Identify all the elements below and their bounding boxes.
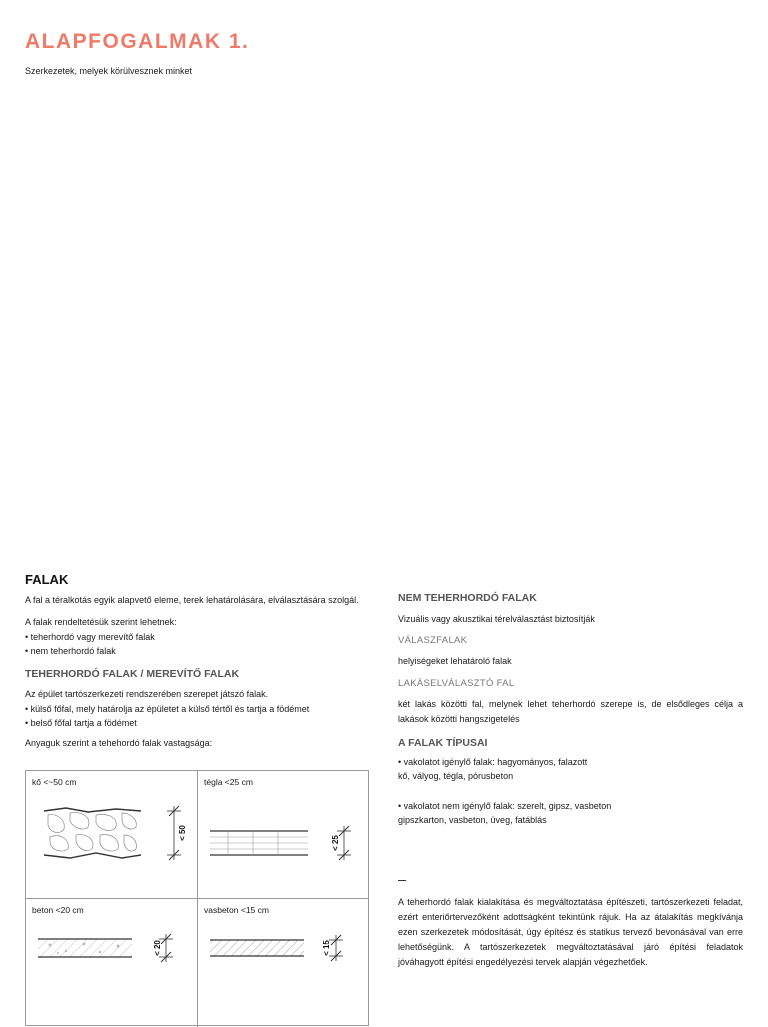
- concrete-wall-section-drawing: [26, 921, 198, 1027]
- section-heading-load-bearing: TEHERHORDÓ FALAK / MEREVÍTŐ FALAK: [25, 668, 240, 680]
- unplastered-materials: gipszkarton, vasbeton, üveg, fatáblás: [398, 815, 547, 825]
- non-load-bearing-text: Vizuális vagy akusztikai térelválasztást biztosítják: [398, 614, 595, 624]
- load-bearing-text: Az épület tartószerkezeti rendszerében szerepet játszó falak.: [25, 689, 269, 699]
- structural-note: A teherhordó falak kialakítása és megváltoztatása építészeti, tartószerkezeti feladat, ezért enteriőrtervezőként adottságként tekintünk rájuk. Ha az átalakítás megkívánja ezen szerkezetek módosítását, úgy építész és statikus tervező bevonásával van erre lehetőségünk. A tartószerkezetek megváltoztatásával járó építési feladatok jóváhagyott építési engedélyezési tervek alapján végezhetőek.: [398, 897, 743, 967]
- wall-types-lead: A falak rendeltetésük szerint lehetnek:: [25, 617, 177, 627]
- page-subtitle: Szerkezetek, melyek körülvesznek minket: [25, 66, 193, 76]
- figure-label: beton <20 cm: [32, 905, 84, 915]
- brick-wall-section-drawing: [198, 793, 369, 899]
- walls-intro: A fal a téralkotás egyik alapvető eleme, terek lehatárolására, elválasztására szolgál.: [25, 595, 359, 605]
- plastered-walls: [398, 755, 743, 769]
- list-item: • teherhordó vagy merevítő falak: [25, 630, 370, 644]
- wall-types-list: [25, 630, 370, 658]
- dimension-label: < 20: [153, 940, 162, 956]
- section-heading-partitions: VÁLASZFALAK: [398, 635, 468, 646]
- figure-label: kő <~50 cm: [32, 777, 77, 787]
- wall-thickness-figures: [25, 770, 369, 1026]
- list-item: • belső főfal tartja a födémet: [25, 716, 370, 730]
- list-item: • nem teherhordó falak: [25, 644, 370, 658]
- dimension-label: < 25: [331, 835, 340, 851]
- section-heading-walls: FALAK: [25, 572, 69, 587]
- reinforced-concrete-wall-section-drawing: [198, 921, 369, 1027]
- list-item: • vakolatot nem igénylő falak: szerelt, gipsz, vasbeton: [398, 799, 743, 813]
- walls-section: [25, 572, 370, 751]
- list-item: • vakolatot igénylő falak: hagyományos, falazott: [398, 755, 743, 769]
- dimension-label: < 50: [178, 825, 187, 841]
- figure-reinforced-concrete-wall: [198, 899, 369, 1027]
- section-heading-wall-types: A FALAK TÍPUSAI: [398, 737, 488, 749]
- page-title: ALAPFOGALMAK 1.: [25, 30, 250, 53]
- partitions-text: helyiségeket lehatároló falak: [398, 656, 512, 666]
- figure-stone-wall: [26, 771, 198, 899]
- plastered-materials: kő, vályog, tégla, pórusbeton: [398, 771, 514, 781]
- figure-concrete-wall: [26, 899, 198, 1027]
- stone-wall-section-drawing: [26, 793, 198, 899]
- figure-label: vasbeton <15 cm: [204, 905, 269, 915]
- divider: [398, 880, 406, 881]
- non-load-bearing-section: [398, 592, 743, 828]
- list-item: • külső főfal, mely határolja az épületet a külső tértől és tartja a födémet: [25, 702, 370, 716]
- unplastered-walls: [398, 799, 743, 813]
- section-heading-party-wall: LAKÁSELVÁLASZTÓ FAL: [398, 678, 515, 689]
- thickness-lead: Anyaguk szerint a tehehordó falak vastagsága:: [25, 738, 213, 748]
- dimension-label: < 15: [322, 940, 331, 956]
- section-heading-non-load-bearing: NEM TEHERHORDÓ FALAK: [398, 592, 537, 604]
- figure-label: tégla <25 cm: [204, 777, 253, 787]
- party-wall-text: két lakás közötti fal, melynek lehet teherhordó szerepe is, de elsődleges célja a lakások közötti hangszigetelés: [398, 699, 743, 724]
- figure-brick-wall: [198, 771, 369, 899]
- load-bearing-list: [25, 702, 370, 730]
